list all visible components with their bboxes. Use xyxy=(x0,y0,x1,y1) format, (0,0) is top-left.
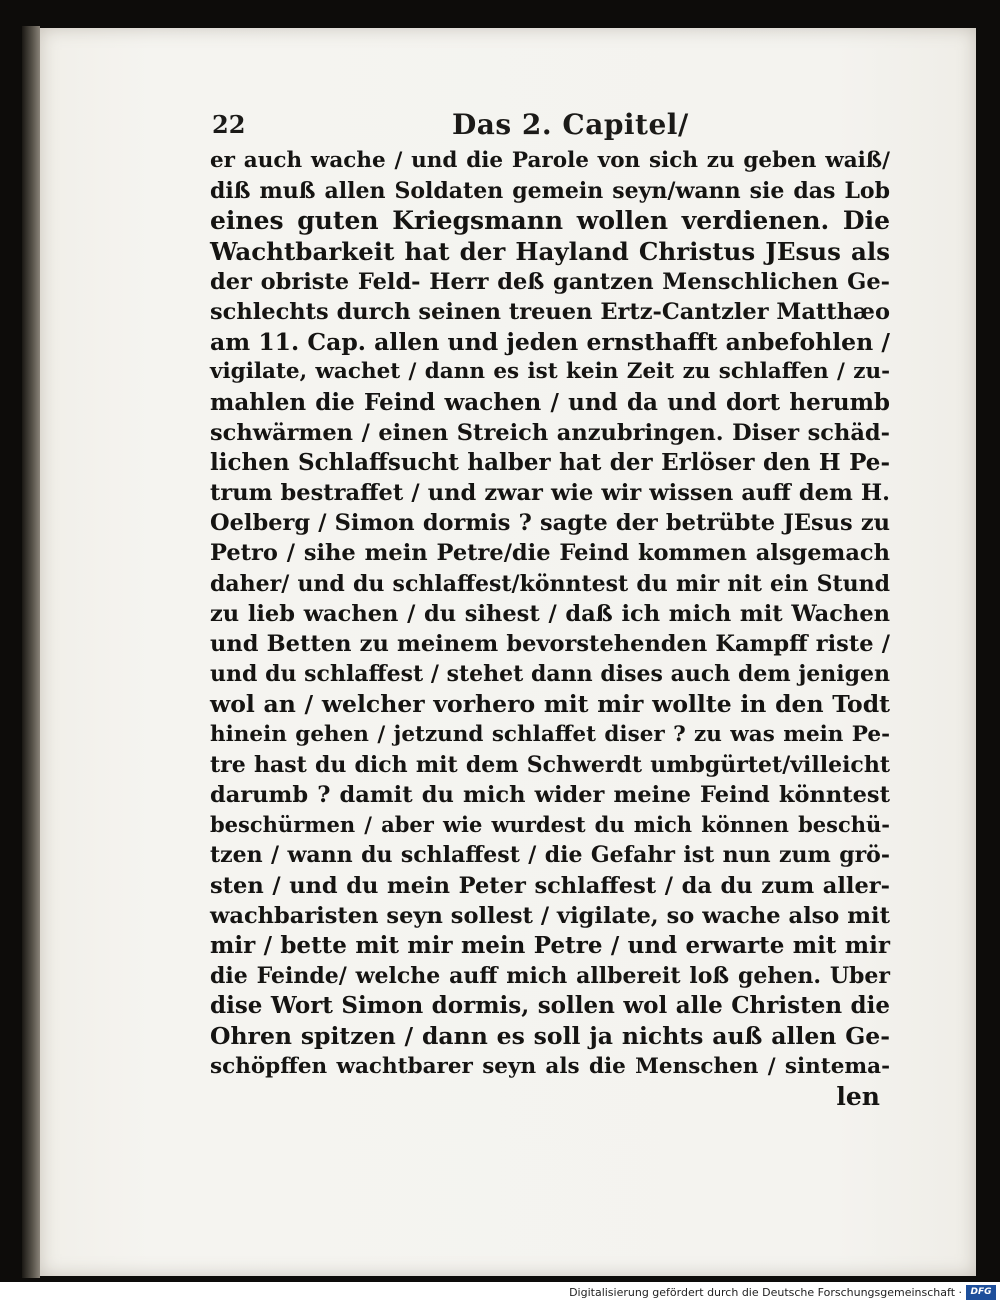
text-line: wol an / welcher vorhero mit mir wollte in den Todt xyxy=(210,690,890,719)
text-line: die Feinde/ welche auff mich allbereit loß gehen. Uber xyxy=(210,963,890,990)
catchword: len xyxy=(836,1081,880,1111)
digitization-footer xyxy=(0,1282,1000,1304)
text-line: schlechts durch seinen treuen Ertz-Cantzler Matthæo xyxy=(210,298,890,325)
text-line: und Betten zu meinem bevorstehenden Kampff riste / xyxy=(210,631,890,657)
text-line: Wachtbarkeit hat der Hayland Christus JEsus als xyxy=(210,236,890,266)
text-line: trum bestraffet / und zwar wie wir wissen auff dem H. xyxy=(210,480,890,507)
text-line: zu lieb wachen / du sihest / daß ich mich mit Wachen xyxy=(210,600,890,627)
text-line: hinein gehen / jetzund schlaffet diser ? zu was mein Pe- xyxy=(210,721,890,747)
text-line: diß muß allen Soldaten gemein seyn/wann sie das Lob xyxy=(210,178,890,205)
text-line: mir / bette mit mir mein Petre / und erwarte mit mir xyxy=(210,931,890,959)
text-line: vigilate, wachet / dann es ist kein Zeit zu schlaffen / zu- xyxy=(210,359,890,385)
text-line: eines guten Kriegsmann wollen verdienen. Die xyxy=(210,206,890,236)
text-line: Oelberg / Simon dormis ? sagte der betrübte JEsus zu xyxy=(210,510,890,537)
text-line: schwärmen / einen Streich anzubringen. Diser schäd- xyxy=(210,419,890,446)
text-line: lichen Schlaffsucht halber hat der Erlöser den H Pe- xyxy=(210,448,890,476)
text-line: am 11. Cap. allen und jeden ernsthafft anbefohlen / xyxy=(210,328,890,357)
text-line: wachbaristen seyn sollest / vigilate, so wache also mit xyxy=(210,902,890,929)
text-line: er auch wache / und die Parole von sich zu geben waiß/ xyxy=(210,148,890,173)
text-line: sten / und du mein Peter schlaffest / da du zum aller- xyxy=(210,872,890,899)
text-line: daher/ und du schlaffest/könntest du mir nit ein Stund xyxy=(210,570,890,597)
text-line: dise Wort Simon dormis, sollen wol alle Christen die xyxy=(210,992,890,1020)
text-line: beschürmen / aber wie wurdest du mich können beschü- xyxy=(210,812,890,838)
funding-credit: Digitalisierung gefördert durch die Deutsche Forschungsgemeinschaft · xyxy=(569,1286,962,1299)
book-page-edge xyxy=(22,26,40,1278)
text-line: tre hast du dich mit dem Schwerdt umbgürtet/villeicht xyxy=(210,751,890,778)
text-line: und du schlaffest / stehet dann dises auch dem jenigen xyxy=(210,661,890,688)
text-line: mahlen die Feind wachen / und da und dort herumb xyxy=(210,388,890,416)
text-line: Petro / sihe mein Petre/die Feind kommen alsgemach xyxy=(210,540,890,567)
running-head: Das 2. Capitel/ xyxy=(452,108,689,141)
text-line: tzen / wann du schlaffest / die Gefahr ist nun zum grö- xyxy=(210,842,890,869)
text-line: der obriste Feld- Herr deß gantzen Menschlichen Ge- xyxy=(210,268,890,295)
text-line: darumb ? damit du mich wider meine Feind könntest xyxy=(210,781,890,808)
body-text xyxy=(210,146,890,1112)
text-line: Ohren spitzen / dann es soll ja nichts auß allen Ge- xyxy=(210,1022,890,1051)
page-header xyxy=(212,106,872,146)
page-number: 22 xyxy=(212,110,246,139)
dfg-logo-icon: DFG xyxy=(966,1285,996,1300)
text-line: schöpffen wachtbarer seyn als die Menschen / sintema- xyxy=(210,1053,890,1079)
